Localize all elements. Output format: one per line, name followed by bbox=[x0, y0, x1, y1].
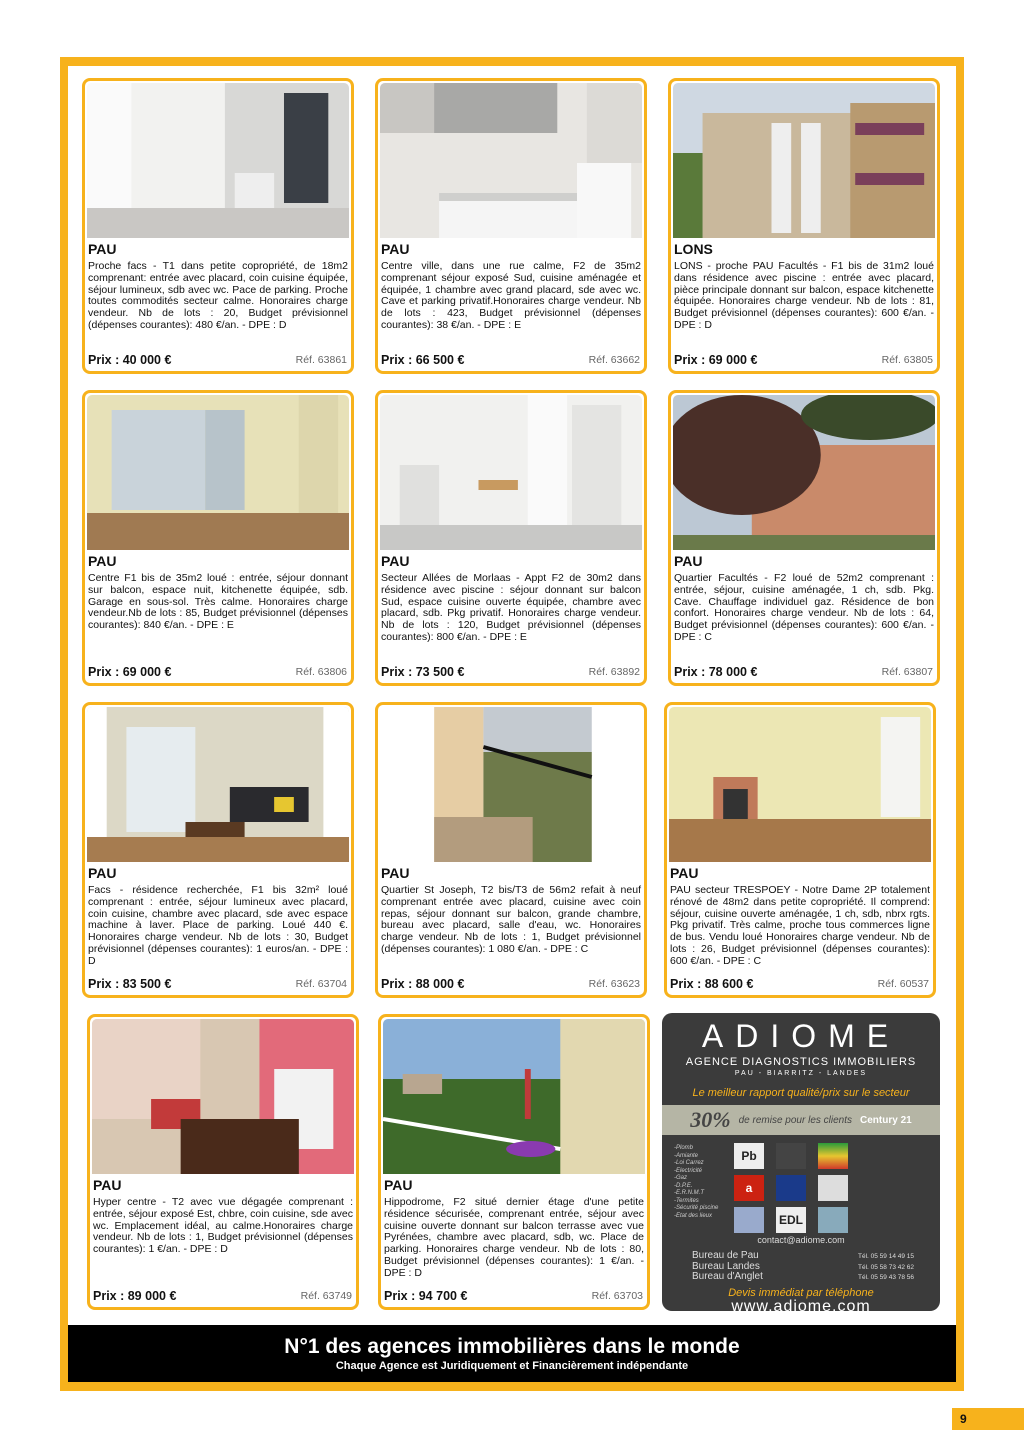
listing-card[interactable] bbox=[375, 78, 647, 374]
listing-price: Prix : 69 000 € bbox=[674, 353, 758, 367]
listing-photo bbox=[380, 395, 642, 550]
measure-icon bbox=[734, 1207, 764, 1233]
listing-card[interactable] bbox=[87, 1014, 359, 1310]
gas-flame-icon bbox=[776, 1175, 806, 1201]
ad-website[interactable]: www.adiome.com bbox=[731, 1298, 871, 1311]
listing-ref: Réf. 63662 bbox=[588, 354, 640, 366]
listing-city: LONS bbox=[674, 241, 713, 257]
ad-slogan: Le meilleur rapport qualité/prix sur le secteur bbox=[692, 1087, 910, 1099]
gas-burner-icon bbox=[776, 1143, 806, 1169]
listing-price: Prix : 78 000 € bbox=[674, 665, 758, 679]
listing-ref: Réf. 63892 bbox=[588, 666, 640, 678]
listing-ref: Réf. 60537 bbox=[877, 978, 929, 990]
banner-subtitle: Chaque Agence est Juridiquement et Financièrement indépendante bbox=[335, 1360, 689, 1372]
listing-price: Prix : 89 000 € bbox=[93, 1289, 177, 1303]
listing-price: Prix : 73 500 € bbox=[381, 665, 465, 679]
listing-ref: Réf. 63806 bbox=[295, 666, 347, 678]
listing-description: Proche facs - T1 dans petite copropriété, de 18m2 comprenant: entrée avec placard, coin cuisine équipée, séjour lumineux, sdb avec wc. Pace de parking. Proche toutes commodités secteur calme. Honoraires charge vendeur. Nb de lots : 20, Budget prévisionnel (dépenses courantes): 480 €/an. - DPE : D bbox=[88, 260, 348, 331]
ad-services-list: -Plomb -Amiante -Loi Carrez -Electricité -Gaz -D.P.E. -E.R.N.M.T -Termites -Sécurité piscine -Etat des lieux bbox=[674, 1145, 719, 1219]
ad-contact-email[interactable]: contact@adiome.com bbox=[757, 1235, 845, 1245]
energy-label-icon bbox=[818, 1143, 848, 1169]
termite-icon bbox=[818, 1207, 848, 1233]
listing-ref: Réf. 63805 bbox=[881, 354, 933, 366]
page-number: 9 bbox=[952, 1408, 1024, 1430]
listing-card[interactable] bbox=[668, 78, 940, 374]
listing-description: Hyper centre - T2 avec vue dégagée comprenant : entrée, séjour exposé Est, chbre, coin cuisine, sde avec wc. Emplacement idéal, au calme.Honoraires charge vendeur. Nb de lots : 1, Budget prévisionnel (dépenses courantes): 1 €/an. - DPE : D bbox=[93, 1196, 353, 1256]
inventory-icon: EDL bbox=[776, 1207, 806, 1233]
ad-devis: Devis immédiat par téléphone bbox=[728, 1287, 874, 1299]
ad-cities: PAU - BIARRITZ - LANDES bbox=[734, 1070, 868, 1077]
listing-description: Facs - résidence recherchée, F1 bis 32m² loué comprenant : entrée, séjour lumineux avec placard, coin cuisine, chambre avec placard, sde avec espace machine à laver. Place de parking. Loué 440 €. Honoraires charge vendeur. Nb de lots : 30, Budget prévisionnel (dépenses courantes): 1 euros/an. - DPE : D bbox=[88, 884, 348, 967]
listing-card[interactable] bbox=[82, 78, 354, 374]
listing-card[interactable] bbox=[378, 1014, 650, 1310]
listing-ref: Réf. 63703 bbox=[591, 1290, 643, 1302]
listing-description: Centre ville, dans une rue calme, F2 de 35m2 comprenant séjour exposé Sud, cuisine aménagée et équipée, 1 chambre avec grand placard, sde avec wc. Cave et parking privatif.Honoraires charge vendeur. Nb de lots : 423, Budget prévisionnel (dépenses courantes): 38 €/an. - DPE : E bbox=[381, 260, 641, 331]
asbestos-icon: a bbox=[734, 1175, 764, 1201]
listing-price: Prix : 40 000 € bbox=[88, 353, 172, 367]
listing-photo bbox=[92, 1019, 354, 1174]
listing-city: PAU bbox=[381, 553, 410, 569]
ad-subtitle: AGENCE DIAGNOSTICS IMMOBILIERS bbox=[685, 1056, 917, 1068]
ad-logo-title: ADIOME bbox=[701, 1018, 901, 1054]
listing-card[interactable] bbox=[668, 390, 940, 686]
lead-icon: Pb bbox=[734, 1143, 764, 1169]
listing-city: PAU bbox=[384, 1177, 413, 1193]
banner-title: N°1 des agences immobilières dans le monde bbox=[284, 1335, 740, 1358]
listing-description: Hippodrome, F2 situé dernier étage d'une petite résidence sécurisée, comprenant entrée, séjour avec cuisine ouverte donnant sur balcon terrasse avec vue Pyrénées, chambre avec placard, sdb, wc. Place de parking. Honoraires charge vendeur. Nb de lots : 80, Budget prévisionnel (dépenses courantes): 1 €/an. - DPE : D bbox=[384, 1196, 644, 1279]
listing-description: Quartier Facultés - F2 loué de 52m2 comprenant : entrée, séjour, cuisine aménagée, 1 ch, sdb. Pkg. Cave. Chauffage individuel gaz. Résidence de bon confort. Honoraires charge vendeur. Nb de lots : 64, Budget prévisionnel (dépenses courantes): 600 €/an. - DPE : C bbox=[674, 572, 934, 643]
listing-ref: Réf. 63623 bbox=[588, 978, 640, 990]
listing-photo bbox=[383, 1019, 645, 1174]
listing-price: Prix : 66 500 € bbox=[381, 353, 465, 367]
listing-price: Prix : 88 000 € bbox=[381, 977, 465, 991]
listing-card[interactable] bbox=[375, 702, 647, 998]
listing-price: Prix : 88 600 € bbox=[670, 977, 754, 991]
listing-description: Secteur Allées de Morlaas - Appt F2 de 30m2 dans résidence avec piscine : séjour donnant sur balcon Sud, espace cuisine ouverte équipée, chambre avec placard, sdb. Pkg privatif. Honoraires charge vendeur. Nb de lots : 120, Budget prévisionnel (dépenses courantes): 800 €/an. - DPE : E bbox=[381, 572, 641, 643]
listing-photo bbox=[669, 707, 931, 862]
listing-card[interactable] bbox=[375, 390, 647, 686]
listing-city: PAU bbox=[670, 865, 699, 881]
listing-city: PAU bbox=[381, 241, 410, 257]
listing-description: PAU secteur TRESPOEY - Notre Dame 2P totalement rénové de 48m2 dans petite copropriété. Il comprend: séjour, cuisine ouverte aménagée, 1 ch, sdb, nbrx rgts. Pkg privatif. Très calme, proche tous commerces ligne de bus. Vendu loué Honoraires charge vendeur. Nb de lots : 26, Budget prévisionnel (dépenses courantes): 600 €/an. - DPE : C bbox=[670, 884, 930, 967]
listing-city: PAU bbox=[88, 241, 117, 257]
listing-city: PAU bbox=[88, 553, 117, 569]
ad-discount-brand: Century 21 bbox=[860, 1114, 912, 1126]
listing-photo bbox=[380, 707, 642, 862]
ad-office-phones: Tél. 05 59 14 49 15 Tél. 05 58 73 42 62 Tél. 05 59 43 78 56 bbox=[857, 1253, 914, 1281]
footer-banner bbox=[68, 1325, 956, 1382]
ad-discount-text: de remise pour les clients bbox=[738, 1114, 853, 1126]
listing-city: PAU bbox=[88, 865, 117, 881]
listing-photo bbox=[380, 83, 642, 238]
listing-ref: Réf. 63704 bbox=[295, 978, 347, 990]
listing-description: LONS - proche PAU Facultés - F1 bis de 31m2 loué dans résidence avec piscine : entrée avec placard, pièce principale donnant sur balcon, espace kitchenette équipée. Honoraires charge vendeur. Nb de lots : 81, Budget prévisionnel (dépenses courantes): 600 €/an. - DPE : D bbox=[674, 260, 934, 331]
listing-photo bbox=[87, 395, 349, 550]
electricity-icon bbox=[818, 1175, 848, 1201]
adiome-advertisement[interactable] bbox=[662, 1013, 940, 1311]
listing-ref: Réf. 63749 bbox=[300, 1290, 352, 1302]
listing-ref: Réf. 63861 bbox=[295, 354, 347, 366]
listing-photo bbox=[87, 83, 349, 238]
listing-ref: Réf. 63807 bbox=[881, 666, 933, 678]
ad-office-names: Bureau de Pau Bureau Landes Bureau d'Anglet bbox=[692, 1250, 763, 1282]
listing-city: PAU bbox=[93, 1177, 122, 1193]
ad-discount-bar bbox=[662, 1105, 940, 1135]
listing-description: Centre F1 bis de 35m2 loué : entrée, séjour donnant sur balcon, espace nuit, kitchenette équipée, sdb. Garage en sous-sol. Très calme. Honoraires charge vendeur.Nb de lots : 85, Budget prévisionnel (dépenses courantes): 840 €/an. - DPE : E bbox=[88, 572, 348, 632]
ad-discount-percent: 30% bbox=[690, 1107, 731, 1132]
listing-price: Prix : 83 500 € bbox=[88, 977, 172, 991]
listing-photo bbox=[673, 83, 935, 238]
listing-city: PAU bbox=[381, 865, 410, 881]
ad-service-icons bbox=[734, 1143, 848, 1233]
listing-price: Prix : 69 000 € bbox=[88, 665, 172, 679]
listing-city: PAU bbox=[674, 553, 703, 569]
listing-description: Quartier St Joseph, T2 bis/T3 de 56m2 refait à neuf comprenant entrée avec placard, cuisine avec coin repas, séjour donnant sur balcon, grande chambre, bureau avec placard, salle d'eau, wc. Honoraires charge vendeur. Nb de lots : 1, Budget prévisionnel (dépenses courantes): 1 080 €/an. - DPE : C bbox=[381, 884, 641, 955]
listing-card[interactable] bbox=[82, 390, 354, 686]
listing-card[interactable] bbox=[82, 702, 354, 998]
listing-photo bbox=[87, 707, 349, 862]
listing-card[interactable] bbox=[664, 702, 936, 998]
listing-photo bbox=[673, 395, 935, 550]
listing-price: Prix : 94 700 € bbox=[384, 1289, 468, 1303]
